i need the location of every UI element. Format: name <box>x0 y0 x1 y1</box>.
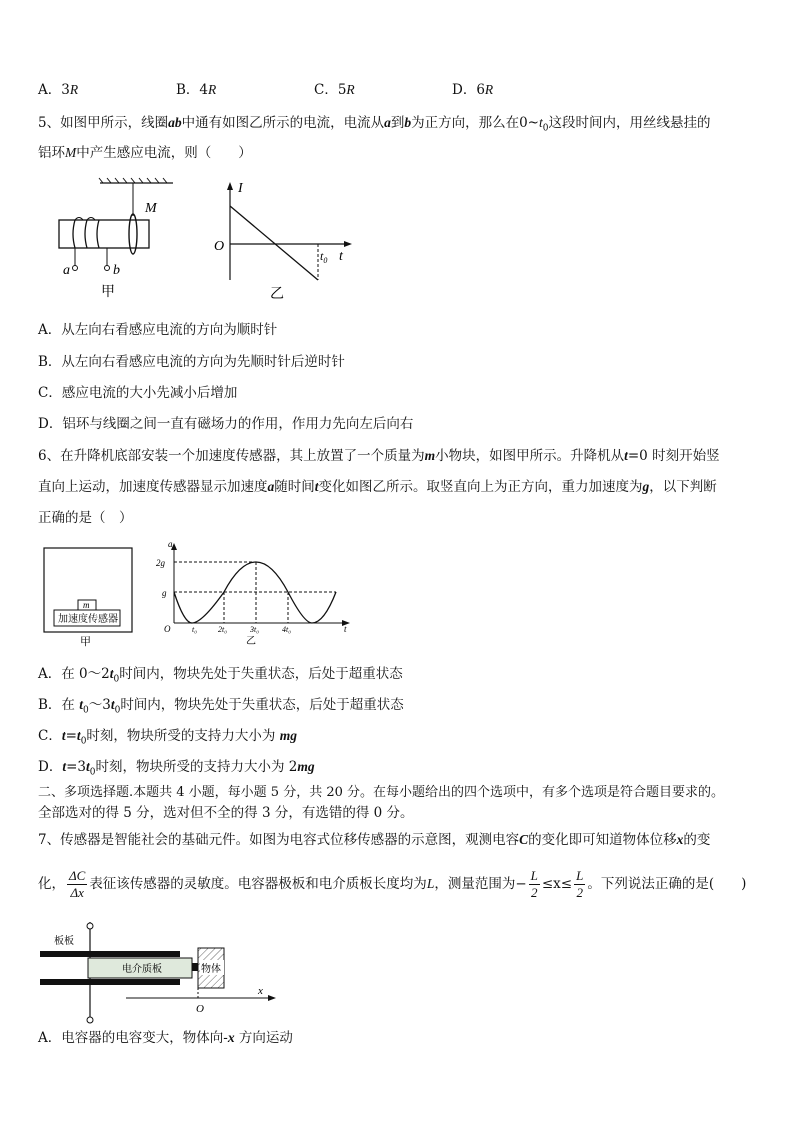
svg-text:g: g <box>162 588 167 598</box>
q7-stem-line2: 化， $\frac{\Delta C}{\Delta x}$ 表征该传感器的灵敏度。电容器极板和电介质板长度均为L，测量范围为− $\frac{L}{2}$ ≤x≤ $\frac{L}{2}$ 。下列说法正确的是( ) <box>38 868 747 900</box>
svg-text:t: t <box>339 249 343 264</box>
svg-text:m: m <box>83 600 90 610</box>
q6-stem-line2: 直向上运动，加速度传感器显示加速度a随时间t变化如图乙所示。取竖直向上为正方向，重力加速度为g，以下判断 <box>38 479 717 495</box>
q5-stem-line1: 5、如图甲所示，线圈ab中通有如图乙所示的电流，电流从a到b为正方向，那么在$0\sim t_0$这段时间内，用丝线悬挂的 <box>38 115 711 134</box>
q6-stem-line3: 正确的是（ ） <box>38 510 133 526</box>
q6-option-d: D．$t=3t_0$时刻，物块所受的支持力大小为 2mg <box>38 759 315 778</box>
q6-figure-elevator <box>42 546 137 646</box>
svg-text:a: a <box>168 539 173 549</box>
svg-text:乙: 乙 <box>246 636 256 647</box>
svg-text:t0: $t_0$ <box>320 249 328 265</box>
section2-heading-line1: 二、多项选择题.本题共 4 小题，每小题 5 分，共 20 分。在每小题给出的四个选项中，有多个选项是符合题目要求的。 <box>38 785 725 800</box>
q4-option-b: B．4R <box>176 82 217 98</box>
svg-text:加速度传感器: 加速度传感器 <box>58 614 118 625</box>
svg-text:2g: 2g <box>156 558 165 568</box>
sensitivity-fraction: $\frac{\Delta C}{\Delta x}$ <box>69 868 86 900</box>
label-M: M <box>145 201 157 216</box>
svg-text:甲: 甲 <box>80 636 91 648</box>
svg-text:t₀: t₀ <box>192 625 198 634</box>
svg-text:I: I <box>238 181 243 196</box>
q5-option-c: C．感应电流的大小先减小后增加 <box>38 385 238 401</box>
svg-text:板板: 板板 <box>54 936 74 947</box>
q7-option-a: A．电容器的电容变大，物体向-x 方向运动 <box>38 1030 293 1046</box>
svg-text:O: O <box>196 1003 204 1015</box>
svg-text:O: O <box>164 624 171 634</box>
svg-text:物体: 物体 <box>201 964 221 975</box>
q4-option-c: C．5R <box>314 82 355 98</box>
q7-figure-capacitive-sensor <box>36 922 286 1027</box>
svg-text:x: x <box>258 985 263 997</box>
svg-text:2t₀: 2t₀ <box>218 625 228 634</box>
svg-text:O: O <box>214 239 225 254</box>
q6-figure-accel-graph <box>154 538 354 648</box>
q6-stem-line1: 6、在升降机底部安装一个加速度传感器，其上放置了一个质量为m小物块，如图甲所示。升降机从t=0 时刻开始竖 <box>38 448 720 464</box>
svg-text:t: t <box>344 624 347 634</box>
svg-text:电介质板: 电介质板 <box>122 964 162 975</box>
q4-option-a: A．3R <box>38 82 79 98</box>
q6-option-a: A．在 $0\sim 2t_0$时间内，物块先处于失重状态，后处于超重状态 <box>38 666 403 685</box>
q6-option-b: B．在 $t_0\sim 3t_0$时间内，物块先处于失重状态，后处于超重状态 <box>38 697 404 716</box>
label-b: b <box>113 263 120 278</box>
caption-jia: 甲 <box>101 285 115 300</box>
q5-stem-line2: 铝环M中产生感应电流，则（ ） <box>38 145 252 161</box>
section2-heading-line2: 全部选对的得 5 分，选对但不全的得 3 分，有选错的得 0 分。 <box>38 805 414 821</box>
svg-text:乙: 乙 <box>270 287 284 302</box>
label-a: a <box>63 263 70 278</box>
q5-option-a: A．从左向右看感应电流的方向为顺时针 <box>38 322 278 338</box>
q6-option-c: C．$t=t_0$时刻，物块所受的支持力大小为 mg <box>38 728 297 747</box>
range-fraction-left: $\frac{L}{2}$ <box>530 868 538 900</box>
q5-option-b: B．从左向右看感应电流的方向为先顺时针后逆时针 <box>38 354 345 370</box>
q4-option-d: D．6R <box>452 82 494 98</box>
q5-figure-coil <box>55 178 185 298</box>
q7-stem-line1: 7、传感器是智能社会的基础元件。如图为电容式位移传感器的示意图，观测电容C的变化即可知道物体位移x的变 <box>38 832 711 848</box>
svg-text:4t₀: 4t₀ <box>282 625 292 634</box>
q5-option-d: D．铝环与线圈之间一直有磁场力的作用，作用力先向左后向右 <box>38 416 414 432</box>
q5-figure-current-graph <box>208 180 358 300</box>
range-fraction-right: $\frac{L}{2}$ <box>576 868 584 900</box>
svg-text:3t₀: 3t₀ <box>250 625 260 634</box>
